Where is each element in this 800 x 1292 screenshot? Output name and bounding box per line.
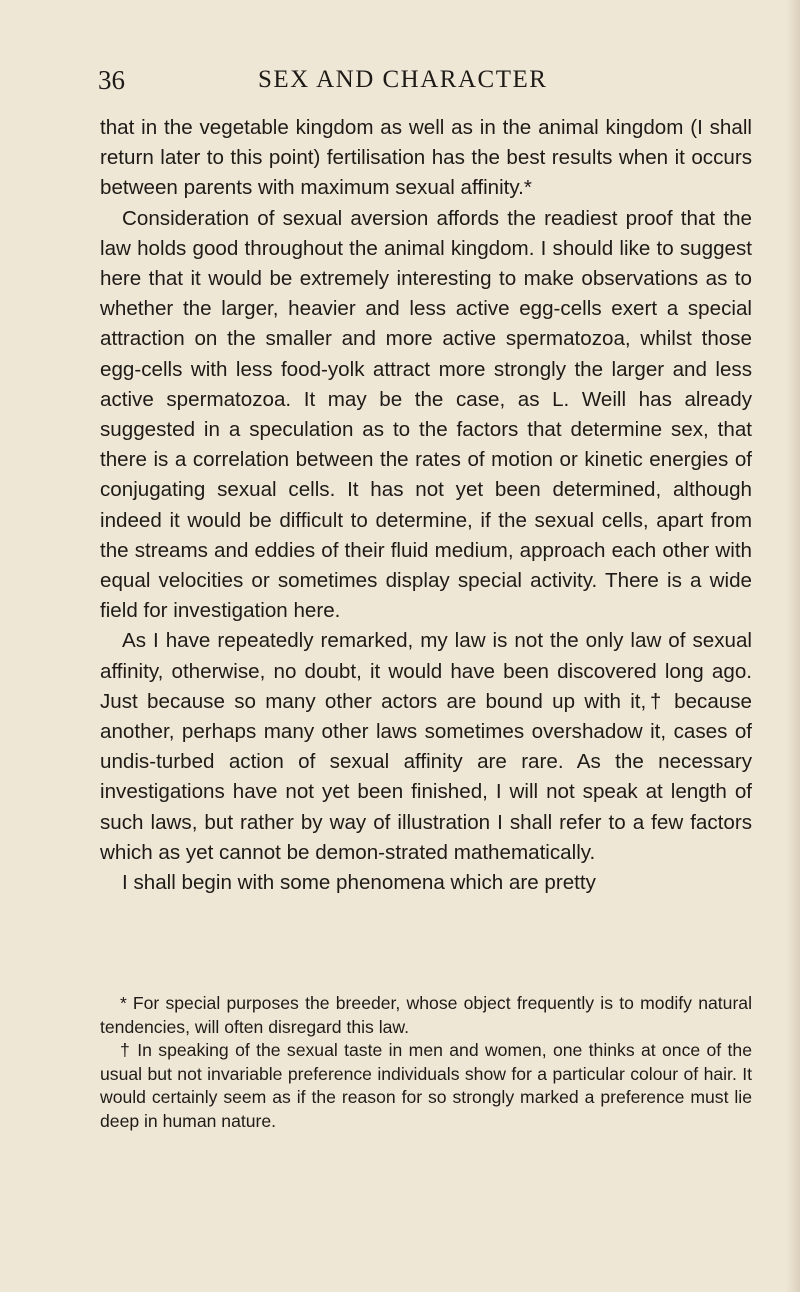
footnote-mark: * (120, 993, 127, 1013)
paragraph-sexual-affinity-law: As I have repeatedly remarked, my law is not the only law of sexual affinity, otherwise, no doubt, it would have been discovered long ago. Just because so many other actors are bound up with it,† because another, perhaps many other laws sometimes overshadow it, cases of undis-turbed action of sexual affinity are rare. As the necessary investigations have not yet been finished, I will not speak at length of such laws, but rather by way of illustration I shall refer to a few factors which as yet cannot be demon-strated mathematically. (100, 629, 752, 864)
footnote-asterisk (100, 992, 752, 1039)
footnote-mark: † (120, 1040, 132, 1061)
paragraph-sexual-aversion: Consideration of sexual aversion affords the readiest proof that the law holds good throughout the animal kingdom. I should like to suggest here that it would be extremely interesting to make observations as to whether the larger, heavier and less active egg-cells exert a special attraction on the smaller and more active spermatozoa, whilst those egg-cells with less food-yolk attract more strongly the larger and less active spermatozoa. It may be the case, as L. Weill has already suggested in a speculation as to the factors that determine sex, that there is a correlation between the rates of motion or kinetic energies of conjugating sexual cells. It has not yet been determined, although indeed it would be difficult to determine, if the sexual cells, apart from the streams and eddies of their fluid medium, approach each other with equal velocities or sometimes display special activity. There is a wide field for investigation here. (100, 206, 752, 623)
paragraph-continuation: that in the vegetable kingdom as well as in the animal kingdom (I shall return later to this point) fertilisation has the best results when it occurs between parents with maximum sexual affinity.* (100, 116, 752, 200)
page-number: 36 (98, 65, 125, 95)
footnote-text: For special purposes the breeder, whose object frequently is to modify natural tendencies, will often disregard this law. (100, 993, 752, 1037)
footnote-dagger (100, 1039, 752, 1133)
running-head: SEX AND CHARACTER (258, 66, 548, 93)
body-text (100, 113, 752, 898)
footnote-text: In speaking of the sexual taste in men and women, one thinks at once of the usual but not invariable preference individuals show for a particular colour of hair. It would certainly seem as if the reason for so strongly marked a preference must lie deep in human nature. (100, 1040, 752, 1131)
page-edge-shadow (786, 0, 800, 1292)
page-header (98, 62, 748, 102)
footnotes (100, 992, 752, 1134)
paragraph-phenomena: I shall begin with some phenomena which are pretty (122, 871, 596, 895)
